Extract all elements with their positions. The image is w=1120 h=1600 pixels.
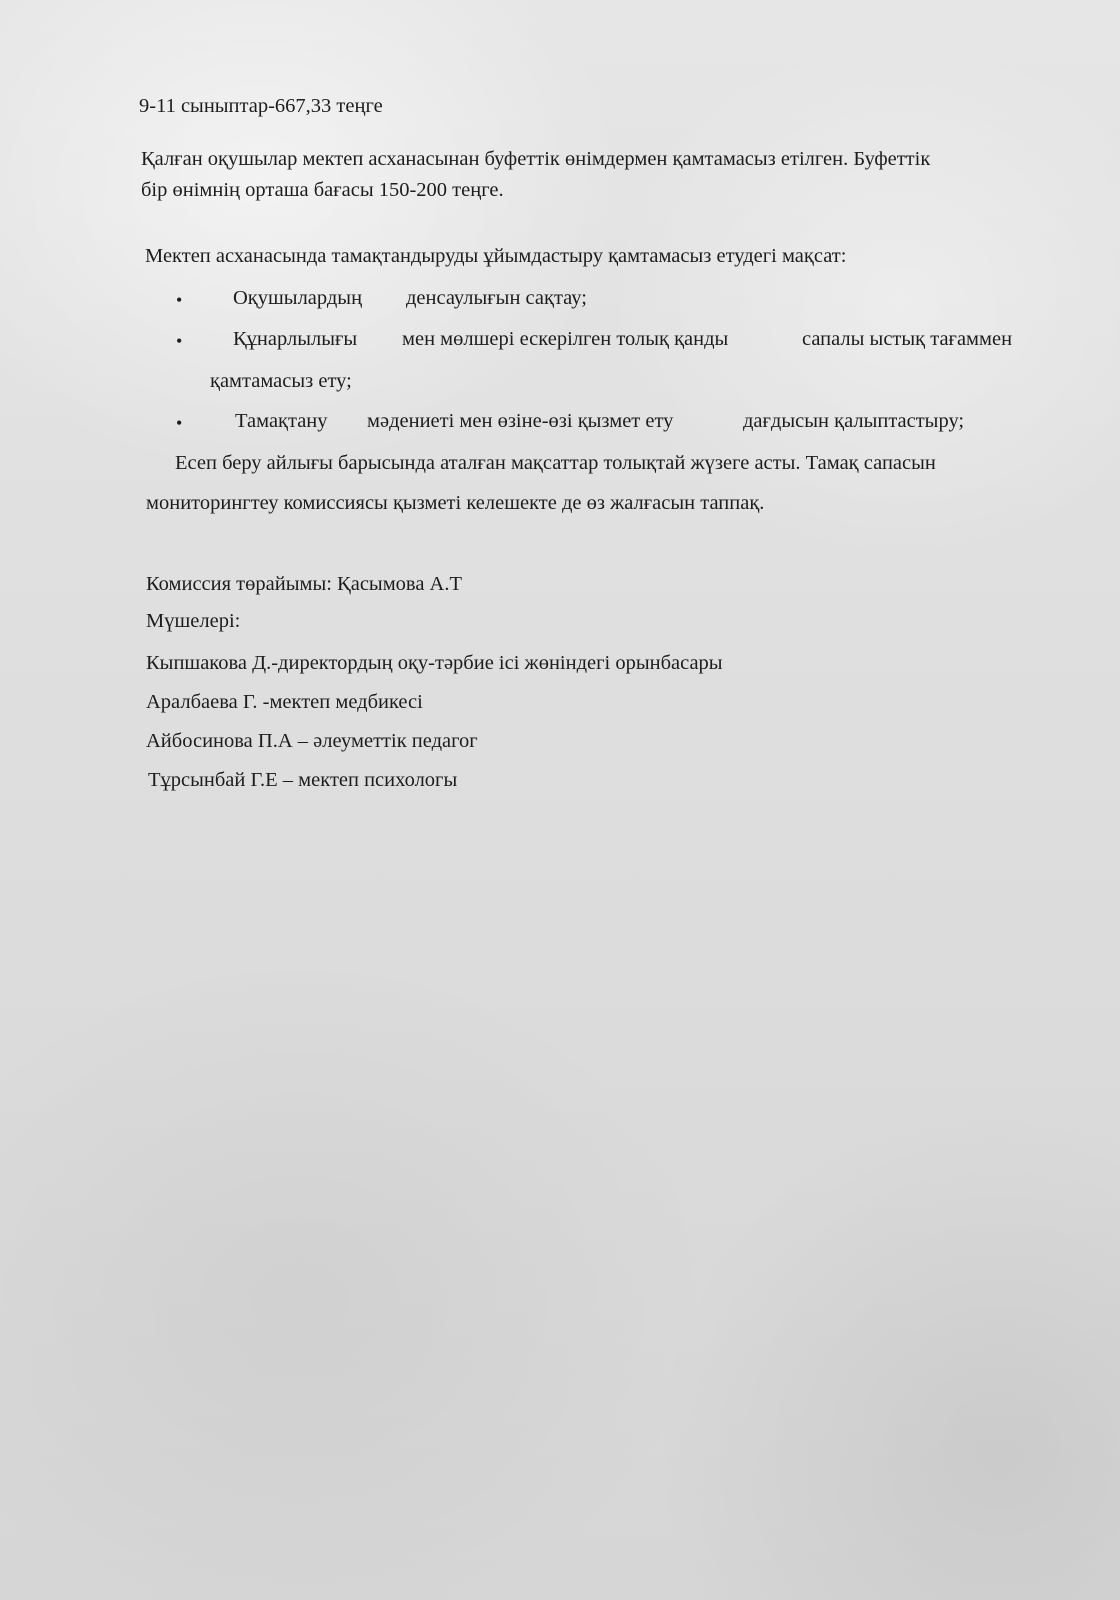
goal-text: мәдениеті мен өзіне-өзі қызмет ету bbox=[367, 410, 674, 432]
member-line: Аралбаева Г. -мектеп медбикесі bbox=[146, 691, 423, 713]
price-line: 9-11 сыныптар-667,33 теңге bbox=[139, 95, 383, 117]
commission-chair: Комиссия төрайымы: Қасымова А.Т bbox=[146, 573, 462, 595]
conclusion-line: Есеп беру айлығы барысында аталған мақсаттар толықтай жүзеге асты. Тамақ сапасын bbox=[175, 452, 936, 474]
paragraph-line: бір өнімнің орташа бағасы 150-200 теңге. bbox=[141, 179, 504, 201]
goal-text: сапалы ыстық тағаммен bbox=[802, 328, 1013, 350]
goal-text: Құнарлылығы bbox=[233, 328, 358, 350]
member-line: Айбосинова П.А – әлеуметтік педагог bbox=[146, 730, 478, 752]
bullet-icon: • bbox=[176, 290, 183, 310]
goal-text: мен мөлшері ескерілген толық қанды bbox=[402, 328, 729, 350]
goal-text: дағдысын қалыптастыру; bbox=[743, 410, 965, 432]
member-line: Кыпшакова Д.-директордың оқу-тәрбие ісі жөніндегі орынбасары bbox=[146, 652, 723, 674]
conclusion-line: мониторингтеу комиссиясы қызметі келешекте де өз жалғасын таппақ. bbox=[146, 492, 765, 514]
member-line: Тұрсынбай Г.Е – мектеп психологы bbox=[148, 769, 458, 791]
bullet-icon: • bbox=[176, 331, 183, 351]
goal-text: Тамақтану bbox=[235, 410, 328, 432]
goal-text: Оқушылардың bbox=[233, 287, 363, 309]
goal-intro: Мектеп асханасында тамақтандыруды ұйымдастыру қамтамасыз етудегі мақсат: bbox=[145, 245, 847, 267]
goal-continuation: қамтамасыз ету; bbox=[210, 370, 352, 392]
goal-text: денсаулығын сақтау; bbox=[406, 287, 587, 309]
paragraph-line: Қалған оқушылар мектеп асханасынан буфеттік өнімдермен қамтамасыз етілген. Буфеттік bbox=[141, 148, 931, 170]
members-label: Мүшелері: bbox=[146, 610, 241, 632]
bullet-icon: • bbox=[176, 413, 183, 433]
